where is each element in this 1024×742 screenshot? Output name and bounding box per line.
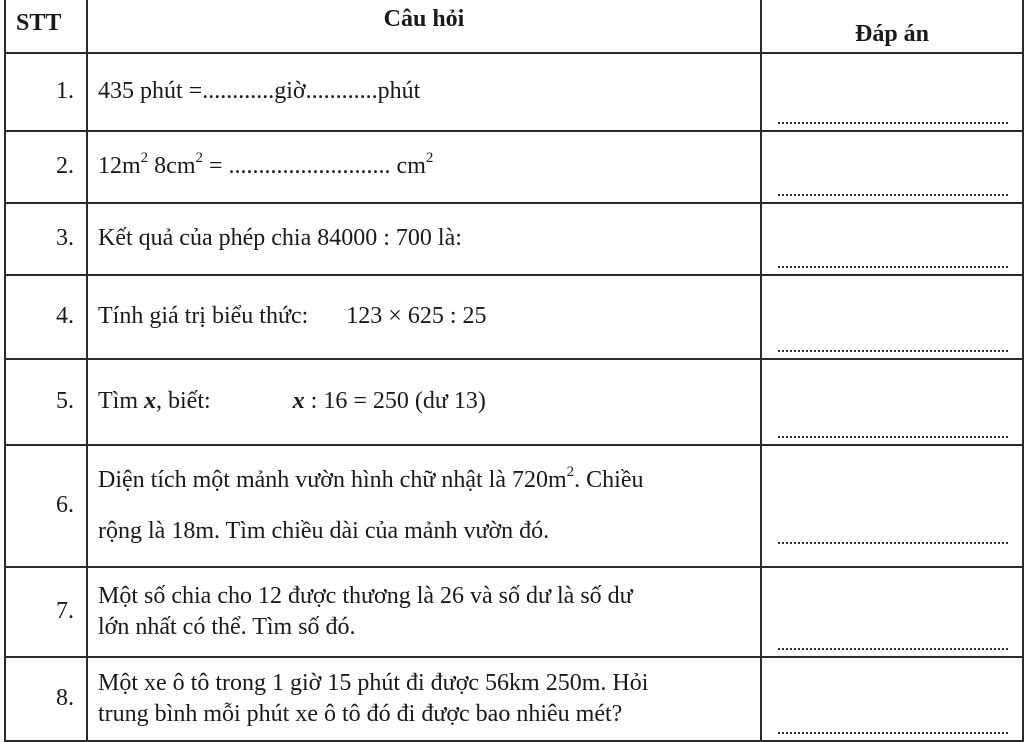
answer-blank[interactable] xyxy=(778,192,1008,196)
question-cell xyxy=(87,203,761,275)
answer-cell[interactable] xyxy=(761,657,1023,741)
header-question: Câu hỏi xyxy=(87,0,761,53)
answer-blank[interactable] xyxy=(778,540,1008,544)
answer-cell[interactable] xyxy=(761,359,1023,445)
question-cell xyxy=(87,567,761,657)
row-number: 7. xyxy=(5,567,87,657)
answer-cell[interactable] xyxy=(761,567,1023,657)
question-text: . Chiều xyxy=(574,466,644,493)
answer-cell[interactable] xyxy=(761,53,1023,131)
row-number: 5. xyxy=(5,359,87,445)
table-row xyxy=(5,657,1023,741)
question-cell xyxy=(87,657,761,741)
table-row xyxy=(5,203,1023,275)
table-row xyxy=(5,275,1023,359)
row-number: 3. xyxy=(5,203,87,275)
question-text: 8cm xyxy=(148,153,196,180)
answer-blank[interactable] xyxy=(778,264,1008,268)
answer-blank[interactable] xyxy=(778,646,1008,650)
answer-cell[interactable] xyxy=(761,131,1023,203)
question-text: rộng là 18m. Tìm chiều dài của mảnh vườn đó. xyxy=(98,518,550,544)
row-number: 8. xyxy=(5,657,87,741)
table-row xyxy=(5,131,1023,203)
superscript: 2 xyxy=(195,150,203,167)
superscript: 2 xyxy=(140,150,149,167)
question-text: Diện tích một mảnh vườn hình chữ nhật là 720m xyxy=(98,466,567,493)
question-cell xyxy=(87,445,761,567)
question-text: Tìm xyxy=(98,388,144,415)
question-text: phút xyxy=(377,78,421,105)
table-row xyxy=(5,567,1023,657)
answer-blank[interactable] xyxy=(778,730,1008,734)
table-row xyxy=(5,359,1023,445)
answer-blank[interactable] xyxy=(778,348,1008,352)
answer-cell[interactable] xyxy=(761,445,1023,567)
header-row xyxy=(5,0,1023,53)
question-text: Một số chia cho 12 được thương là 26 và số dư là số dư xyxy=(98,582,633,609)
question-text: , biết: xyxy=(156,388,211,415)
answer-blank[interactable] xyxy=(778,434,1008,438)
question-text: Kết quả của phép chia 84000 : 700 là: xyxy=(98,225,462,252)
question-cell xyxy=(87,359,761,445)
row-number: 4. xyxy=(5,275,87,359)
blank-hours: ............ xyxy=(202,78,275,105)
question-text: Tính giá trị biểu thức: xyxy=(98,303,309,330)
question-cell xyxy=(87,131,761,203)
superscript: 2 xyxy=(425,150,434,167)
table-row xyxy=(5,53,1023,131)
expression: : 16 = 250 (dư 13) xyxy=(304,388,486,415)
table-row xyxy=(5,445,1023,567)
answer-blank[interactable] xyxy=(778,120,1008,124)
question-text: 435 phút = xyxy=(98,78,203,105)
quiz-table xyxy=(4,0,1024,742)
row-number: 2. xyxy=(5,131,87,203)
question-text: lớn nhất có thể. Tìm số đó. xyxy=(98,614,356,640)
question-text: 12m xyxy=(98,153,141,180)
expression: 123 × 625 : 25 xyxy=(346,303,487,330)
question-cell xyxy=(87,275,761,359)
row-number: 6. xyxy=(5,445,87,567)
superscript: 2 xyxy=(566,463,575,480)
question-text: trung bình mỗi phút xe ô tô đó đi được bao nhiêu mét? xyxy=(98,701,623,727)
question-text: Một xe ô tô trong 1 giờ 15 phút đi được 56km 250m. Hỏi xyxy=(98,669,649,696)
answer-cell[interactable] xyxy=(761,275,1023,359)
question-text: giờ xyxy=(274,78,306,105)
header-answer: Đáp án xyxy=(761,0,1023,53)
header-stt: STT xyxy=(5,0,87,53)
answer-cell[interactable] xyxy=(761,203,1023,275)
variable-x: x xyxy=(144,388,156,415)
question-cell xyxy=(87,53,761,131)
row-number: 1. xyxy=(5,53,87,131)
question-text: = ........................... cm xyxy=(203,153,426,180)
variable-x: x xyxy=(292,388,305,415)
blank-minutes: ............ xyxy=(305,78,378,105)
